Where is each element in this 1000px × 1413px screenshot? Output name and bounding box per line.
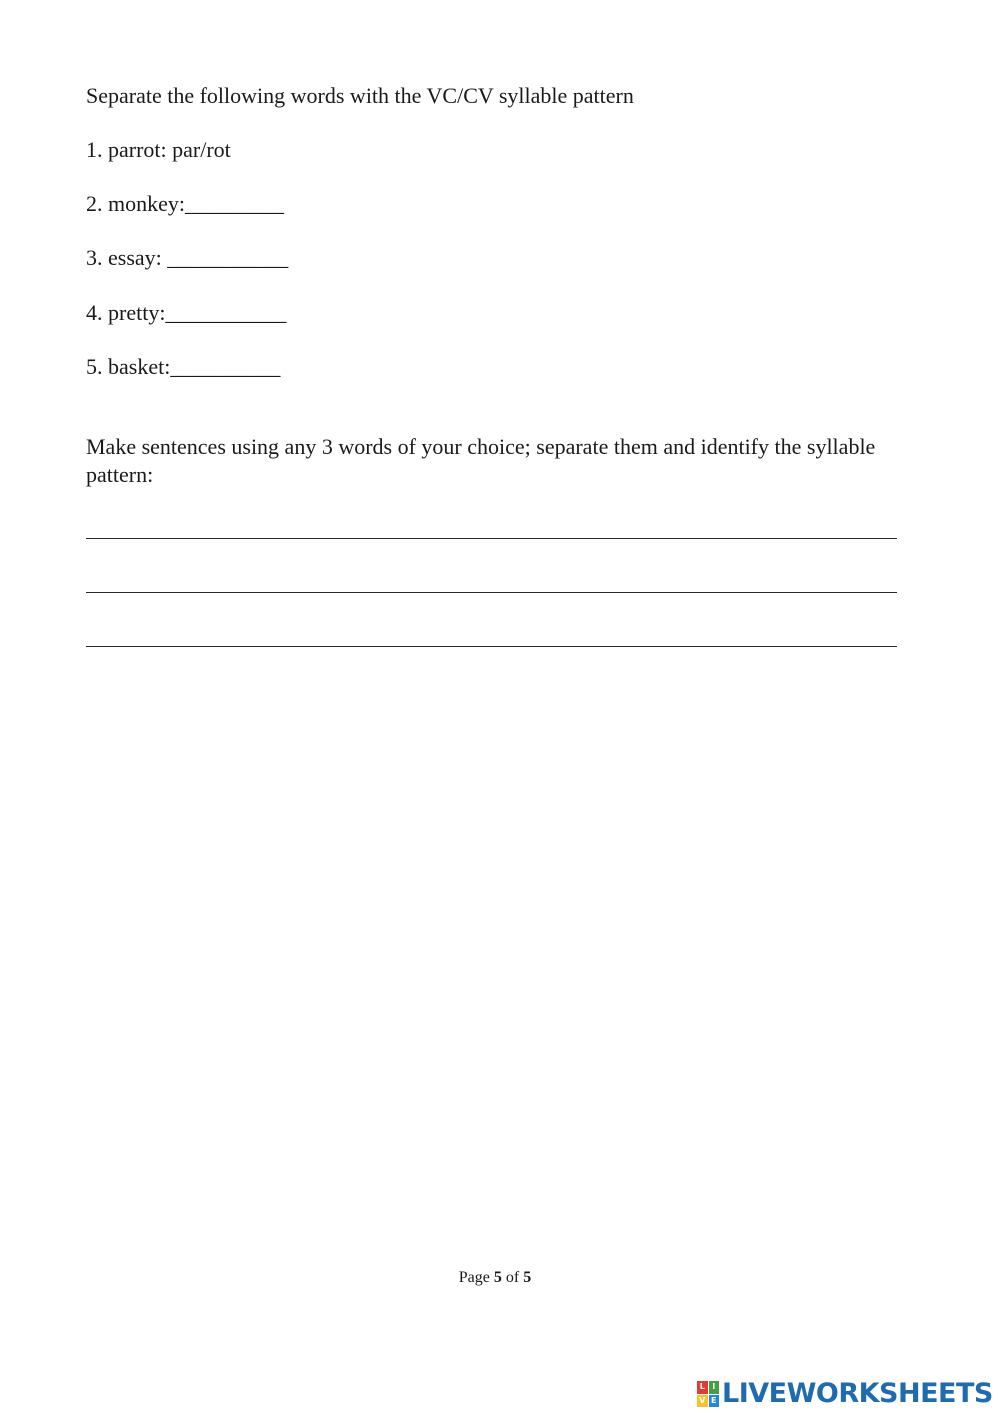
logo-letter: I [709,1381,720,1394]
logo-letter: L [697,1381,708,1394]
answer-line[interactable] [86,646,897,647]
page-number [0,1268,990,1288]
liveworksheets-logo-icon [697,1381,719,1407]
worksheet-instruction: Separate the following words with the VC/CV syllable pattern [86,83,634,108]
total-pages: 5 [523,1269,532,1286]
logo-letter: V [697,1395,708,1408]
sentence-task-instruction: Make sentences using any 3 words of your choice; separate them and identify the syllable pattern: [86,434,876,487]
logo-letter: E [709,1395,720,1408]
exercise-item-monkey[interactable]: 2. monkey:_________ [86,191,284,216]
exercise-item-basket[interactable]: 5. basket:__________ [86,354,281,379]
answer-line[interactable] [86,538,897,539]
exercise-item-essay[interactable]: 3. essay: ___________ [86,245,289,270]
page-separator: of [505,1269,520,1286]
exercise-item-pretty[interactable]: 4. pretty:___________ [86,300,287,325]
liveworksheets-brand [697,1376,993,1412]
exercise-item-parrot: 1. parrot: par/rot [86,137,231,162]
answer-line[interactable] [86,592,897,593]
brand-name: LIVEWORKSHEETS [722,1378,993,1409]
current-page: 5 [493,1269,502,1286]
page-prefix: Page [458,1269,490,1286]
